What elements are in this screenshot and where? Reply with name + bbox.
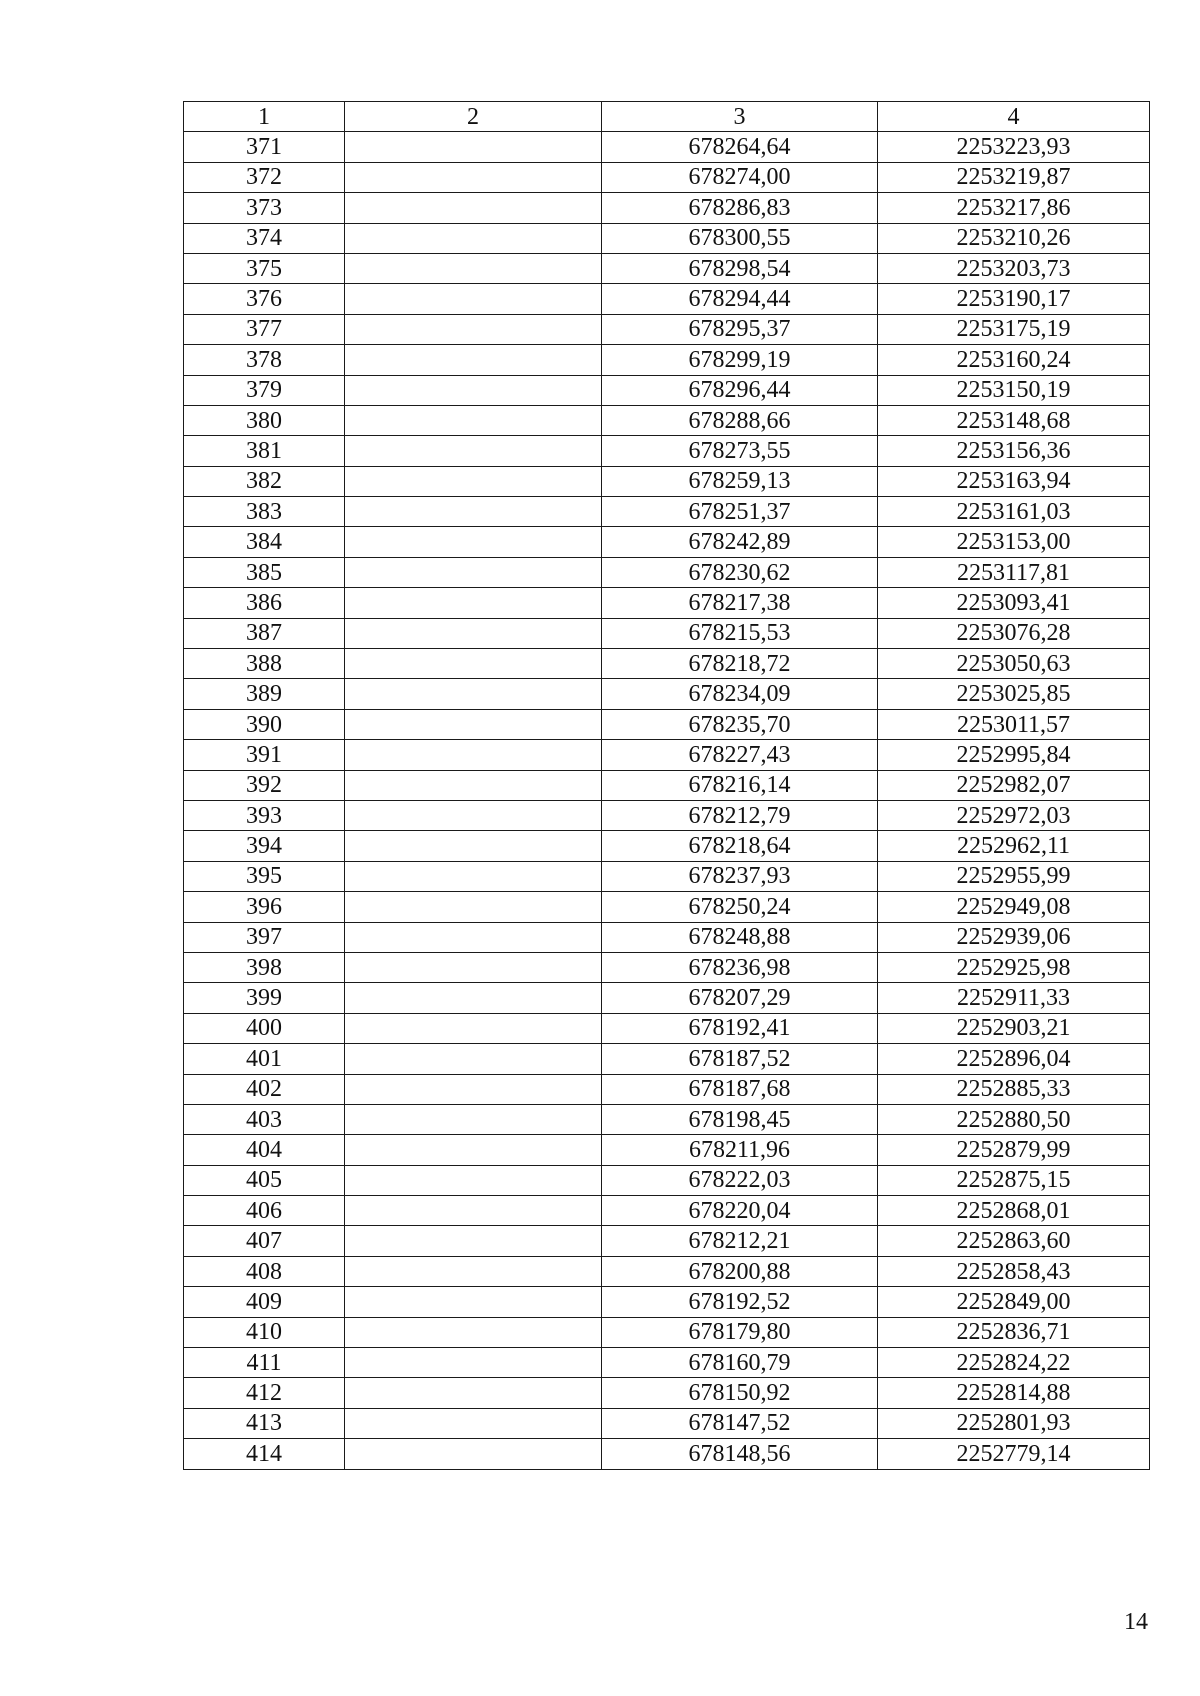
point-number-cell: 390	[184, 709, 345, 739]
header-cell-col-1: 1	[184, 102, 345, 132]
x-coordinate-cell: 678198,45	[602, 1104, 878, 1134]
point-number-cell: 412	[184, 1378, 345, 1408]
x-coordinate-cell: 678212,79	[602, 800, 878, 830]
x-coordinate-cell: 678207,29	[602, 983, 878, 1013]
point-number-cell: 384	[184, 527, 345, 557]
empty-cell	[345, 1317, 602, 1347]
y-coordinate-cell: 2252982,07	[878, 770, 1150, 800]
x-coordinate-cell: 678192,52	[602, 1287, 878, 1317]
table-row	[184, 588, 1150, 618]
header-row	[184, 102, 1150, 132]
empty-cell	[345, 1013, 602, 1043]
point-number-cell: 371	[184, 132, 345, 162]
x-coordinate-cell: 678250,24	[602, 892, 878, 922]
table-row	[184, 345, 1150, 375]
x-coordinate-cell: 678216,14	[602, 770, 878, 800]
point-number-cell: 382	[184, 466, 345, 496]
table-body	[184, 132, 1150, 1469]
table-row	[184, 497, 1150, 527]
x-coordinate-cell: 678242,89	[602, 527, 878, 557]
y-coordinate-cell: 2252824,22	[878, 1348, 1150, 1378]
point-number-cell: 404	[184, 1135, 345, 1165]
x-coordinate-cell: 678264,64	[602, 132, 878, 162]
empty-cell	[345, 284, 602, 314]
empty-cell	[345, 466, 602, 496]
empty-cell	[345, 557, 602, 587]
point-number-cell: 388	[184, 649, 345, 679]
empty-cell	[345, 527, 602, 557]
empty-cell	[345, 1408, 602, 1438]
header-cell-col-3: 3	[602, 102, 878, 132]
table-row	[184, 1317, 1150, 1347]
y-coordinate-cell: 2252903,21	[878, 1013, 1150, 1043]
y-coordinate-cell: 2252814,88	[878, 1378, 1150, 1408]
x-coordinate-cell: 678220,04	[602, 1196, 878, 1226]
table-row	[184, 770, 1150, 800]
y-coordinate-cell: 2253160,24	[878, 345, 1150, 375]
y-coordinate-cell: 2253011,57	[878, 709, 1150, 739]
empty-cell	[345, 162, 602, 192]
x-coordinate-cell: 678295,37	[602, 314, 878, 344]
empty-cell	[345, 770, 602, 800]
table-row	[184, 983, 1150, 1013]
y-coordinate-cell: 2252885,33	[878, 1074, 1150, 1104]
empty-cell	[345, 1074, 602, 1104]
header-cell-col-2: 2	[345, 102, 602, 132]
empty-cell	[345, 253, 602, 283]
point-number-cell: 391	[184, 740, 345, 770]
table-row	[184, 1044, 1150, 1074]
y-coordinate-cell: 2252849,00	[878, 1287, 1150, 1317]
x-coordinate-cell: 678148,56	[602, 1439, 878, 1469]
x-coordinate-cell: 678234,09	[602, 679, 878, 709]
x-coordinate-cell: 678294,44	[602, 284, 878, 314]
table-row	[184, 1074, 1150, 1104]
y-coordinate-cell: 2253050,63	[878, 649, 1150, 679]
empty-cell	[345, 952, 602, 982]
table-row	[184, 1104, 1150, 1134]
table-row	[184, 1135, 1150, 1165]
point-number-cell: 405	[184, 1165, 345, 1195]
empty-cell	[345, 618, 602, 648]
y-coordinate-cell: 2252896,04	[878, 1044, 1150, 1074]
x-coordinate-cell: 678215,53	[602, 618, 878, 648]
y-coordinate-cell: 2253153,00	[878, 527, 1150, 557]
point-number-cell: 375	[184, 253, 345, 283]
y-coordinate-cell: 2253163,94	[878, 466, 1150, 496]
y-coordinate-cell: 2253210,26	[878, 223, 1150, 253]
empty-cell	[345, 1226, 602, 1256]
point-number-cell: 378	[184, 345, 345, 375]
empty-cell	[345, 588, 602, 618]
empty-cell	[345, 1378, 602, 1408]
table-row	[184, 1256, 1150, 1286]
table-row	[184, 314, 1150, 344]
table-row	[184, 162, 1150, 192]
table-row	[184, 1348, 1150, 1378]
point-number-cell: 401	[184, 1044, 345, 1074]
y-coordinate-cell: 2253161,03	[878, 497, 1150, 527]
table-row	[184, 375, 1150, 405]
point-number-cell: 395	[184, 861, 345, 891]
point-number-cell: 376	[184, 284, 345, 314]
y-coordinate-cell: 2252863,60	[878, 1226, 1150, 1256]
table-row	[184, 466, 1150, 496]
x-coordinate-cell: 678222,03	[602, 1165, 878, 1195]
y-coordinate-cell: 2252879,99	[878, 1135, 1150, 1165]
empty-cell	[345, 193, 602, 223]
table-row	[184, 740, 1150, 770]
y-coordinate-cell: 2253150,19	[878, 375, 1150, 405]
empty-cell	[345, 922, 602, 952]
point-number-cell: 387	[184, 618, 345, 648]
point-number-cell: 380	[184, 405, 345, 435]
y-coordinate-cell: 2252939,06	[878, 922, 1150, 952]
table-row	[184, 132, 1150, 162]
x-coordinate-cell: 678211,96	[602, 1135, 878, 1165]
empty-cell	[345, 405, 602, 435]
x-coordinate-cell: 678200,88	[602, 1256, 878, 1286]
y-coordinate-cell: 2252858,43	[878, 1256, 1150, 1286]
x-coordinate-cell: 678217,38	[602, 588, 878, 618]
table-row	[184, 709, 1150, 739]
empty-cell	[345, 1348, 602, 1378]
point-number-cell: 400	[184, 1013, 345, 1043]
y-coordinate-cell: 2252779,14	[878, 1439, 1150, 1469]
x-coordinate-cell: 678179,80	[602, 1317, 878, 1347]
y-coordinate-cell: 2253117,81	[878, 557, 1150, 587]
table-row	[184, 527, 1150, 557]
empty-cell	[345, 679, 602, 709]
y-coordinate-cell: 2253190,17	[878, 284, 1150, 314]
empty-cell	[345, 831, 602, 861]
point-number-cell: 374	[184, 223, 345, 253]
empty-cell	[345, 375, 602, 405]
point-number-cell: 394	[184, 831, 345, 861]
x-coordinate-cell: 678187,52	[602, 1044, 878, 1074]
x-coordinate-cell: 678237,93	[602, 861, 878, 891]
point-number-cell: 392	[184, 770, 345, 800]
point-number-cell: 389	[184, 679, 345, 709]
table-row	[184, 1287, 1150, 1317]
table-row	[184, 831, 1150, 861]
x-coordinate-cell: 678300,55	[602, 223, 878, 253]
empty-cell	[345, 132, 602, 162]
table-row	[184, 800, 1150, 830]
page-number: 14	[1124, 1609, 1148, 1635]
point-number-cell: 414	[184, 1439, 345, 1469]
x-coordinate-cell: 678235,70	[602, 709, 878, 739]
point-number-cell: 385	[184, 557, 345, 587]
table-row	[184, 405, 1150, 435]
x-coordinate-cell: 678150,92	[602, 1378, 878, 1408]
point-number-cell: 381	[184, 436, 345, 466]
table-row	[184, 284, 1150, 314]
point-number-cell: 408	[184, 1256, 345, 1286]
table-row	[184, 1378, 1150, 1408]
x-coordinate-cell: 678218,72	[602, 649, 878, 679]
y-coordinate-cell: 2252868,01	[878, 1196, 1150, 1226]
point-number-cell: 402	[184, 1074, 345, 1104]
y-coordinate-cell: 2253175,19	[878, 314, 1150, 344]
x-coordinate-cell: 678296,44	[602, 375, 878, 405]
table-row	[184, 1439, 1150, 1469]
x-coordinate-cell: 678273,55	[602, 436, 878, 466]
empty-cell	[345, 983, 602, 1013]
empty-cell	[345, 1287, 602, 1317]
point-number-cell: 411	[184, 1348, 345, 1378]
table-row	[184, 649, 1150, 679]
point-number-cell: 379	[184, 375, 345, 405]
y-coordinate-cell: 2253219,87	[878, 162, 1150, 192]
empty-cell	[345, 1196, 602, 1226]
y-coordinate-cell: 2252836,71	[878, 1317, 1150, 1347]
x-coordinate-cell: 678192,41	[602, 1013, 878, 1043]
point-number-cell: 393	[184, 800, 345, 830]
table-row	[184, 892, 1150, 922]
table-row	[184, 952, 1150, 982]
x-coordinate-cell: 678299,19	[602, 345, 878, 375]
empty-cell	[345, 800, 602, 830]
y-coordinate-cell: 2252875,15	[878, 1165, 1150, 1195]
table-row	[184, 618, 1150, 648]
point-number-cell: 386	[184, 588, 345, 618]
table-row	[184, 223, 1150, 253]
empty-cell	[345, 1135, 602, 1165]
point-number-cell: 372	[184, 162, 345, 192]
empty-cell	[345, 345, 602, 375]
y-coordinate-cell: 2253076,28	[878, 618, 1150, 648]
x-coordinate-cell: 678212,21	[602, 1226, 878, 1256]
empty-cell	[345, 314, 602, 344]
point-number-cell: 403	[184, 1104, 345, 1134]
y-coordinate-cell: 2253203,73	[878, 253, 1150, 283]
empty-cell	[345, 740, 602, 770]
x-coordinate-cell: 678288,66	[602, 405, 878, 435]
point-number-cell: 396	[184, 892, 345, 922]
header-cell-col-4: 4	[878, 102, 1150, 132]
y-coordinate-cell: 2252972,03	[878, 800, 1150, 830]
table-row	[184, 679, 1150, 709]
table-header	[184, 102, 1150, 132]
x-coordinate-cell: 678236,98	[602, 952, 878, 982]
x-coordinate-cell: 678218,64	[602, 831, 878, 861]
table-row	[184, 861, 1150, 891]
x-coordinate-cell: 678248,88	[602, 922, 878, 952]
y-coordinate-cell: 2252911,33	[878, 983, 1150, 1013]
x-coordinate-cell: 678298,54	[602, 253, 878, 283]
empty-cell	[345, 1165, 602, 1195]
y-coordinate-cell: 2252801,93	[878, 1408, 1150, 1438]
x-coordinate-cell: 678230,62	[602, 557, 878, 587]
point-number-cell: 409	[184, 1287, 345, 1317]
table-row	[184, 1226, 1150, 1256]
x-coordinate-cell: 678274,00	[602, 162, 878, 192]
empty-cell	[345, 1044, 602, 1074]
empty-cell	[345, 1256, 602, 1286]
y-coordinate-cell: 2253217,86	[878, 193, 1150, 223]
y-coordinate-cell: 2252880,50	[878, 1104, 1150, 1134]
y-coordinate-cell: 2253223,93	[878, 132, 1150, 162]
empty-cell	[345, 223, 602, 253]
point-number-cell: 398	[184, 952, 345, 982]
point-number-cell: 399	[184, 983, 345, 1013]
point-number-cell: 410	[184, 1317, 345, 1347]
table-row	[184, 1013, 1150, 1043]
point-number-cell: 406	[184, 1196, 345, 1226]
empty-cell	[345, 1104, 602, 1134]
point-number-cell: 383	[184, 497, 345, 527]
table-row	[184, 1196, 1150, 1226]
x-coordinate-cell: 678251,37	[602, 497, 878, 527]
empty-cell	[345, 649, 602, 679]
empty-cell	[345, 709, 602, 739]
y-coordinate-cell: 2252955,99	[878, 861, 1150, 891]
empty-cell	[345, 497, 602, 527]
x-coordinate-cell: 678160,79	[602, 1348, 878, 1378]
x-coordinate-cell: 678187,68	[602, 1074, 878, 1104]
coordinates-table	[183, 101, 1150, 1470]
y-coordinate-cell: 2253156,36	[878, 436, 1150, 466]
y-coordinate-cell: 2252949,08	[878, 892, 1150, 922]
table-row	[184, 922, 1150, 952]
empty-cell	[345, 1439, 602, 1469]
empty-cell	[345, 892, 602, 922]
point-number-cell: 407	[184, 1226, 345, 1256]
y-coordinate-cell: 2253148,68	[878, 405, 1150, 435]
y-coordinate-cell: 2252925,98	[878, 952, 1150, 982]
y-coordinate-cell: 2253025,85	[878, 679, 1150, 709]
x-coordinate-cell: 678147,52	[602, 1408, 878, 1438]
y-coordinate-cell: 2252995,84	[878, 740, 1150, 770]
table-row	[184, 1165, 1150, 1195]
x-coordinate-cell: 678259,13	[602, 466, 878, 496]
table-row	[184, 436, 1150, 466]
empty-cell	[345, 861, 602, 891]
table-row	[184, 557, 1150, 587]
table-row	[184, 1408, 1150, 1438]
point-number-cell: 413	[184, 1408, 345, 1438]
empty-cell	[345, 436, 602, 466]
point-number-cell: 397	[184, 922, 345, 952]
table-row	[184, 193, 1150, 223]
x-coordinate-cell: 678286,83	[602, 193, 878, 223]
y-coordinate-cell: 2253093,41	[878, 588, 1150, 618]
table-row	[184, 253, 1150, 283]
point-number-cell: 373	[184, 193, 345, 223]
x-coordinate-cell: 678227,43	[602, 740, 878, 770]
y-coordinate-cell: 2252962,11	[878, 831, 1150, 861]
point-number-cell: 377	[184, 314, 345, 344]
